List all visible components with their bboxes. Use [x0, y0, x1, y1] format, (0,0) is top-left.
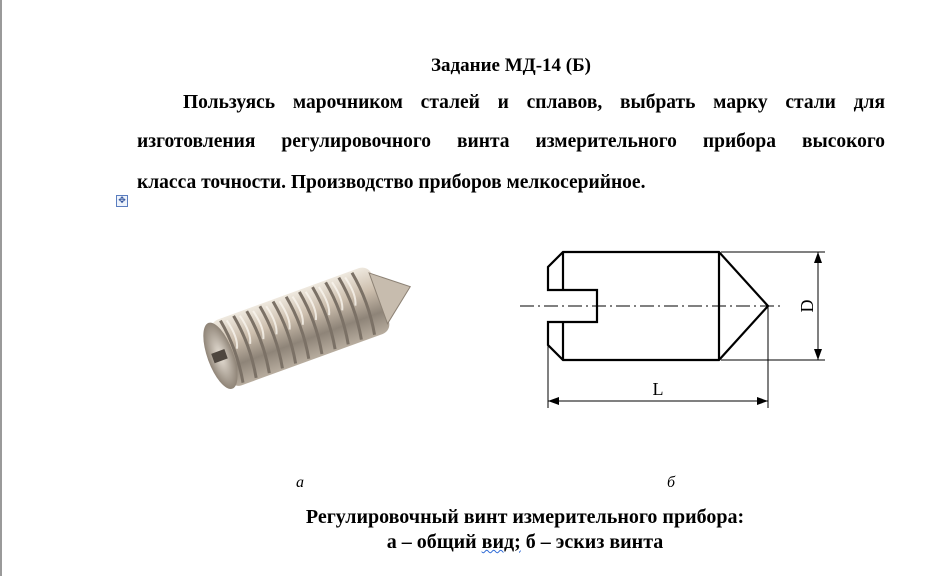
screw-sketch — [515, 238, 845, 413]
caption-line-2 — [265, 530, 785, 555]
figure-caption — [265, 505, 785, 555]
figure-label-a: а — [296, 474, 304, 491]
spellcheck-word[interactable]: вид; — [481, 531, 521, 553]
dimension-l-label: L — [652, 379, 664, 399]
caption-line-1: Регулировочный винт измерительного прибора: — [305, 506, 745, 528]
page-left-edge — [0, 0, 2, 576]
caption-line-2-pre: а – общий — [386, 531, 482, 553]
caption-line-2-post: б – эскиз винта — [520, 531, 664, 553]
move-anchor-icon[interactable]: ✥ — [116, 195, 128, 207]
task-text-line-3: класса точности. Производство приборов мелкосерийное. — [137, 172, 646, 193]
screw-photo — [185, 240, 425, 405]
task-text-line-2: изготовления регулировочного винта измерительного прибора высокого — [137, 131, 885, 152]
task-title: Задание МД-14 (Б) — [430, 55, 591, 76]
dimension-d-label: D — [797, 299, 817, 313]
figure-label-b: б — [667, 474, 676, 491]
task-text-line-1: Пользуясь марочником сталей и сплавов, выбрать марку стали для — [183, 92, 885, 113]
